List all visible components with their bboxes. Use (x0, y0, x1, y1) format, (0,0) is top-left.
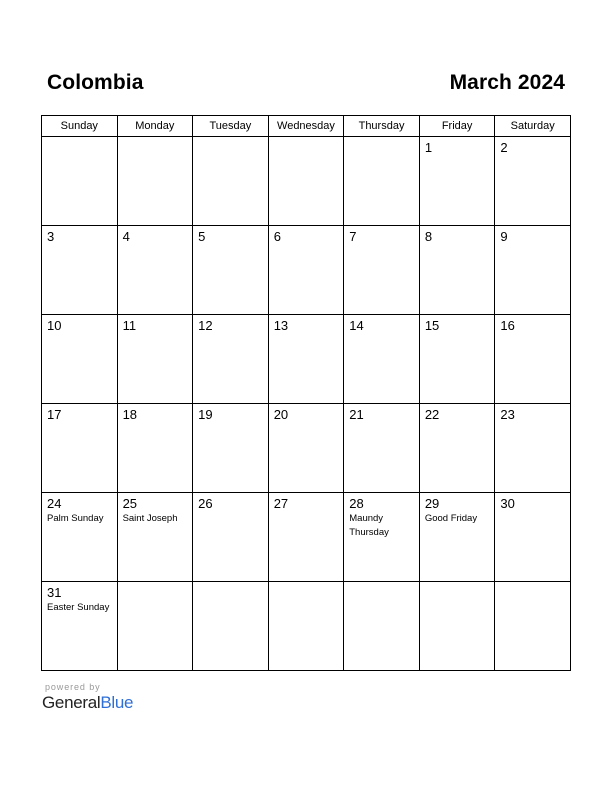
day-number: 26 (198, 496, 213, 511)
day-cell (117, 404, 193, 493)
day-number: 23 (500, 407, 515, 422)
day-number: 6 (273, 229, 281, 244)
day-cell (495, 315, 571, 404)
day-number: 3 (47, 229, 55, 244)
month-title: March 2024 (449, 71, 565, 94)
weekday-header: Thursday (344, 116, 420, 137)
day-number: 10 (47, 318, 62, 333)
day-cell (419, 404, 495, 493)
day-cell (419, 137, 495, 226)
day-number: 14 (349, 318, 364, 333)
day-number: 16 (500, 318, 515, 333)
brand-general: General (42, 693, 101, 712)
calendar-week-row (42, 582, 571, 671)
holiday-label: Good Friday (424, 513, 478, 524)
calendar-week-row (42, 315, 571, 404)
holiday-label: Palm Sunday (47, 513, 104, 524)
day-number: 13 (273, 318, 289, 333)
day-cell (344, 582, 420, 671)
powered-by-label: powered by (45, 682, 101, 692)
day-number: 7 (349, 229, 357, 244)
day-cell (42, 137, 118, 226)
day-number: 12 (198, 318, 213, 333)
day-cell (344, 493, 420, 582)
country-title: Colombia (47, 71, 144, 94)
weekday-header: Friday (419, 116, 495, 137)
holiday-label: Saint Joseph (122, 513, 178, 524)
calendar-week-row (42, 226, 571, 315)
day-number: 20 (273, 407, 289, 422)
day-cell (344, 404, 420, 493)
generalblue-logo (42, 693, 133, 713)
day-number: 25 (122, 496, 138, 511)
day-number: 8 (424, 229, 433, 244)
day-cell (268, 137, 344, 226)
day-number: 21 (349, 407, 364, 422)
day-cell (495, 493, 571, 582)
day-number: 22 (424, 407, 440, 422)
calendar-grid (41, 115, 571, 671)
day-cell (268, 315, 344, 404)
brand-blue: Blue (100, 693, 134, 712)
day-number: 28 (349, 496, 364, 511)
day-cell (42, 315, 118, 404)
day-number: 5 (198, 229, 206, 244)
day-cell (495, 137, 571, 226)
calendar-week-row (42, 404, 571, 493)
day-number: 15 (424, 318, 440, 333)
day-cell (117, 582, 193, 671)
day-number: 4 (122, 229, 130, 244)
day-number: 1 (424, 140, 433, 155)
day-cell (193, 493, 269, 582)
day-cell (419, 493, 495, 582)
weekday-header: Saturday (495, 116, 571, 137)
day-cell (193, 582, 269, 671)
day-cell (42, 404, 118, 493)
day-number: 11 (122, 318, 137, 333)
weekday-header-row (42, 116, 571, 137)
day-number: 31 (47, 585, 62, 600)
day-cell (117, 137, 193, 226)
day-cell (419, 582, 495, 671)
day-cell (419, 315, 495, 404)
day-number: 30 (500, 496, 515, 511)
day-cell (344, 226, 420, 315)
day-number: 9 (500, 229, 508, 244)
day-cell (117, 493, 193, 582)
day-cell (495, 582, 571, 671)
day-cell (495, 404, 571, 493)
day-cell (193, 404, 269, 493)
day-cell (117, 226, 193, 315)
day-cell (268, 404, 344, 493)
day-cell (268, 582, 344, 671)
day-number: 24 (47, 496, 62, 511)
day-number: 27 (273, 496, 289, 511)
day-cell (193, 315, 269, 404)
day-number: 2 (500, 140, 508, 155)
day-cell (344, 137, 420, 226)
day-cell (419, 226, 495, 315)
day-cell (193, 137, 269, 226)
day-cell (117, 315, 193, 404)
day-number: 29 (424, 496, 440, 511)
day-cell (495, 226, 571, 315)
holiday-label: Maundy Thursday (349, 513, 389, 538)
weekday-header: Monday (117, 116, 193, 137)
weekday-header: Tuesday (193, 116, 269, 137)
day-cell (268, 493, 344, 582)
weekday-header: Wednesday (268, 116, 344, 137)
day-number: 18 (122, 407, 138, 422)
calendar-week-row (42, 137, 571, 226)
day-cell (42, 493, 118, 582)
day-cell (193, 226, 269, 315)
day-cell (42, 226, 118, 315)
day-cell (268, 226, 344, 315)
day-cell (42, 582, 118, 671)
day-number: 17 (47, 407, 62, 422)
weekday-header: Sunday (42, 116, 118, 137)
calendar-week-row (42, 493, 571, 582)
day-number: 19 (198, 407, 213, 422)
day-cell (344, 315, 420, 404)
holiday-label: Easter Sunday (47, 602, 110, 613)
